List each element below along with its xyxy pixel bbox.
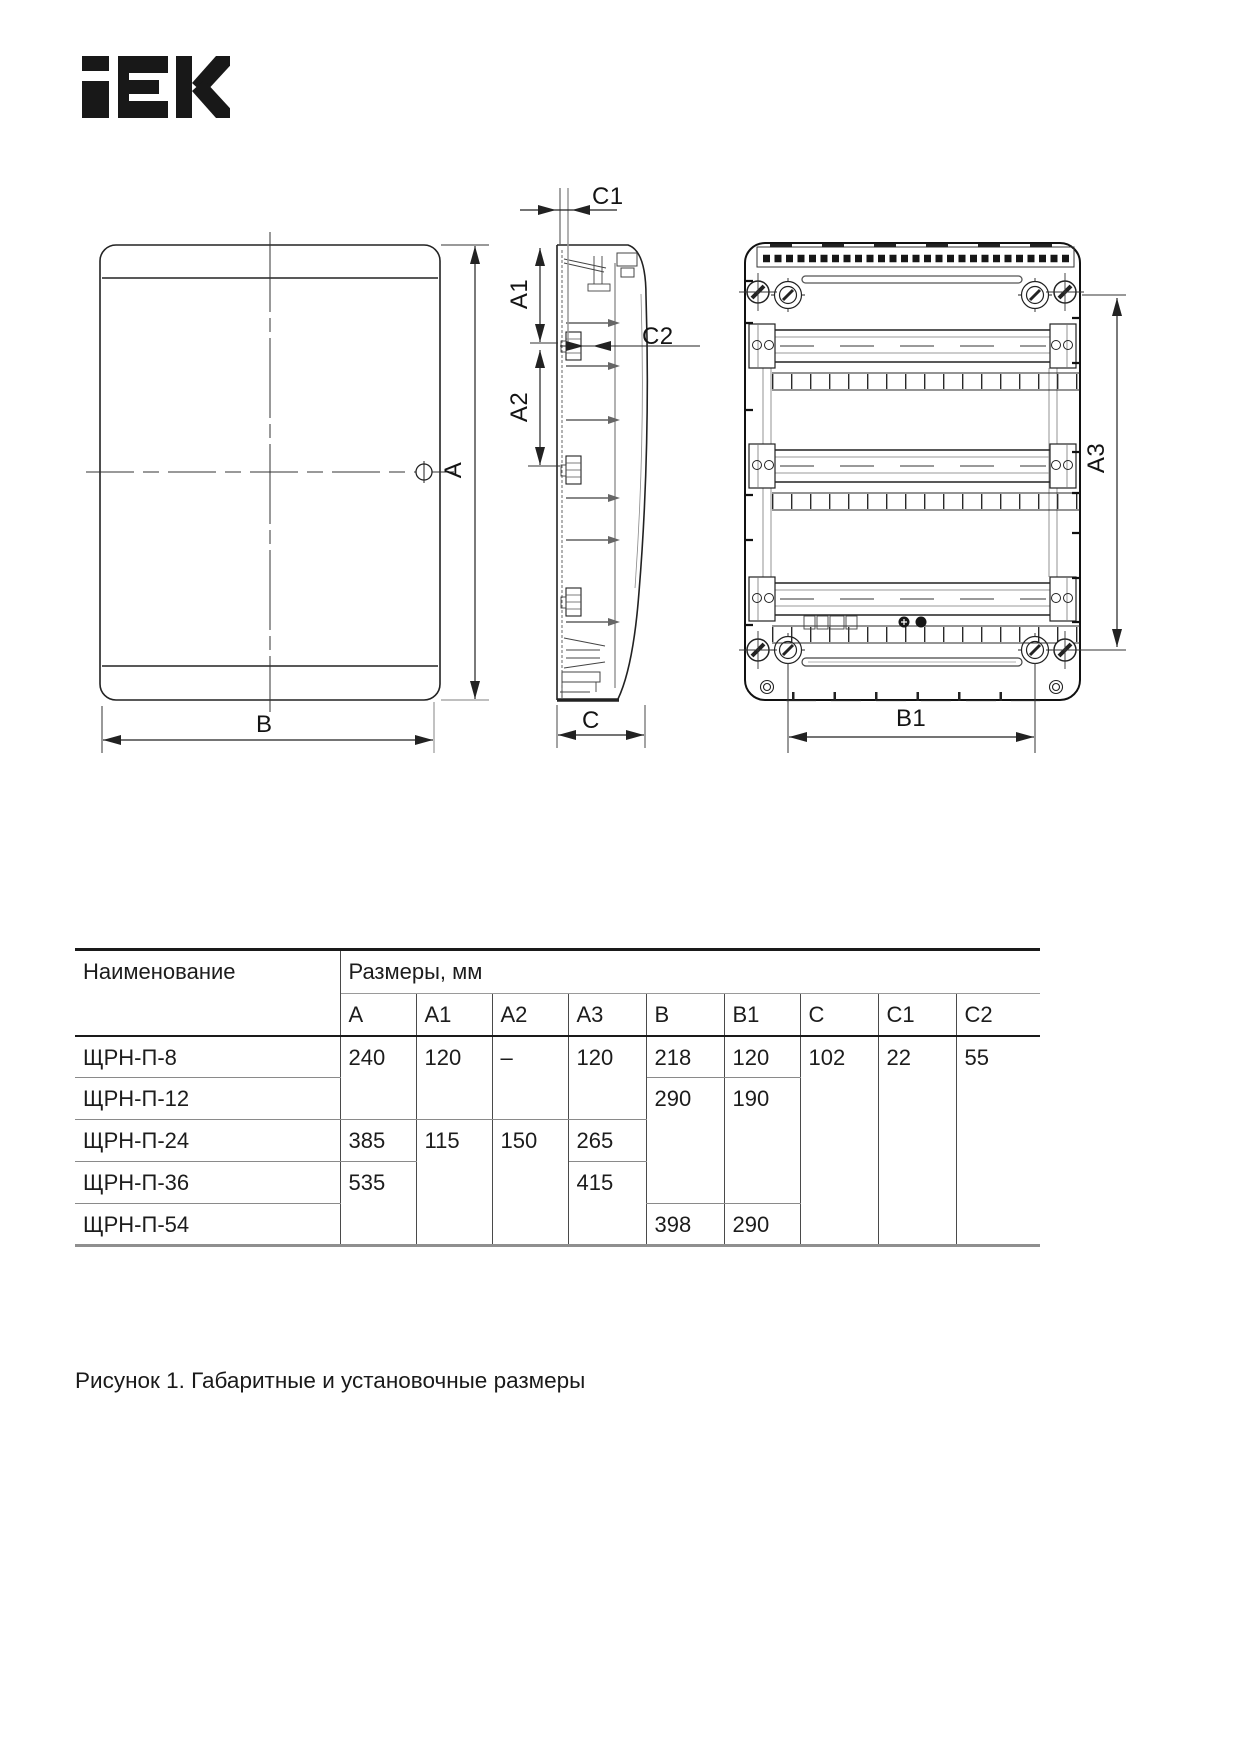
dim-label-c: C (582, 707, 600, 734)
figure-caption: Рисунок 1. Габаритные и установочные размеры (75, 1368, 586, 1393)
cell: – (492, 1036, 568, 1120)
dim-label-c2: C2 (642, 323, 674, 350)
cell: 120 (568, 1036, 646, 1120)
cell: 415 (568, 1162, 646, 1246)
row-name: ЩРН-П-12 (75, 1078, 340, 1120)
dim-label-b: B (256, 711, 273, 738)
side-view-drawing (520, 188, 700, 748)
col-header-A1: A1 (416, 994, 492, 1036)
cell: 120 (724, 1036, 800, 1078)
cell: 115 (416, 1120, 492, 1246)
row-name: ЩРН-П-54 (75, 1204, 340, 1246)
technical-drawings (80, 160, 1160, 775)
col-header-B: B (646, 994, 724, 1036)
cell: 218 (646, 1036, 724, 1078)
dim-label-a1: A1 (506, 278, 534, 310)
rear-view-drawing (739, 243, 1126, 753)
cell: 535 (340, 1162, 416, 1246)
col-header-C1: C1 (878, 994, 956, 1036)
col-header-name: Наименование (75, 950, 340, 1036)
iek-logo (82, 56, 230, 118)
table-row (75, 1036, 1040, 1078)
col-header-sizes: Размеры, мм (340, 950, 1040, 994)
col-header-A3: A3 (568, 994, 646, 1036)
table-head (75, 950, 1040, 1036)
cell: 190 (724, 1078, 800, 1204)
col-header-C: C (800, 994, 878, 1036)
dim-label-a: A (440, 461, 468, 479)
front-view-drawing (86, 232, 489, 753)
col-header-A2: A2 (492, 994, 568, 1036)
cell: 102 (800, 1036, 878, 1246)
cell: 240 (340, 1036, 416, 1120)
dim-label-a3: A3 (1083, 442, 1111, 474)
col-header-B1: B1 (724, 994, 800, 1036)
col-header-A: A (340, 994, 416, 1036)
dimensions-table (75, 948, 1040, 1247)
drawings-svg (80, 160, 1160, 775)
dim-label-b1: B1 (896, 705, 927, 732)
cell: 265 (568, 1120, 646, 1162)
row-name: ЩРН-П-24 (75, 1120, 340, 1162)
cell: 22 (878, 1036, 956, 1246)
cell: 120 (416, 1036, 492, 1120)
cell: 150 (492, 1120, 568, 1246)
cell: 290 (724, 1204, 800, 1246)
dim-label-a2: A2 (506, 391, 534, 423)
cell: 55 (956, 1036, 1040, 1246)
row-name: ЩРН-П-8 (75, 1036, 340, 1078)
dim-label-c1: C1 (592, 183, 624, 210)
table-body (75, 1036, 1040, 1246)
cell: 290 (646, 1078, 724, 1204)
cell: 398 (646, 1204, 724, 1246)
row-name: ЩРН-П-36 (75, 1162, 340, 1204)
cell: 385 (340, 1120, 416, 1162)
col-header-C2: C2 (956, 994, 1040, 1036)
